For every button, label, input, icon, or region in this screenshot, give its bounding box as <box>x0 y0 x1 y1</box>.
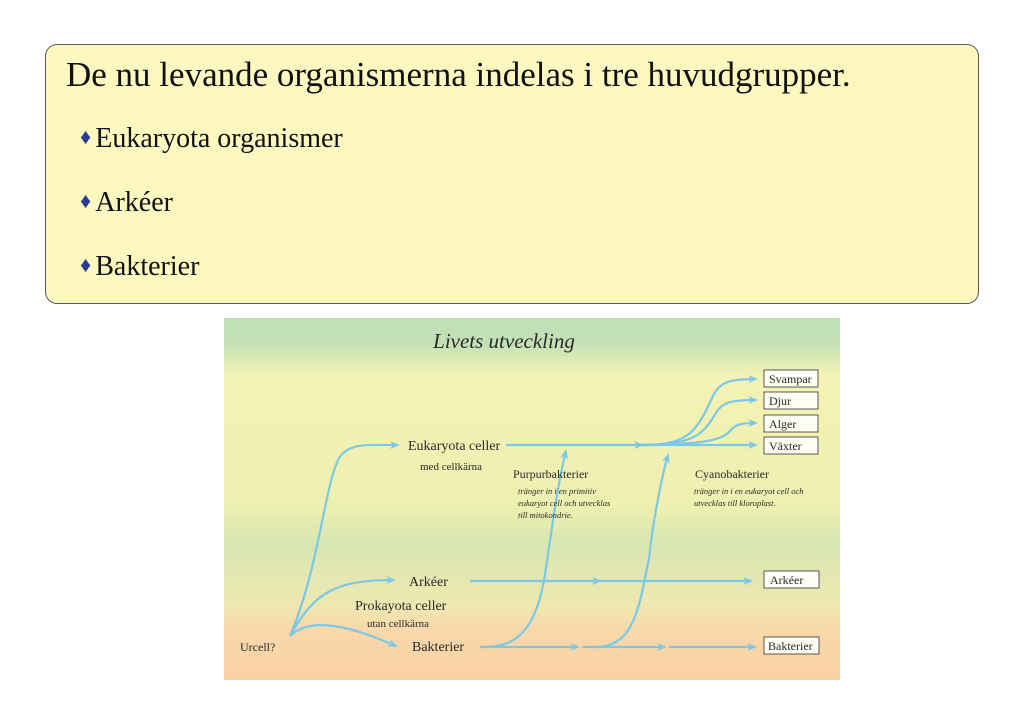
endpoint-vaxter <box>764 437 818 454</box>
diamond-bullet-icon: ♦ <box>80 188 92 213</box>
cyano-note-line: utvecklas till kloroplast. <box>694 498 776 508</box>
bullet-label: Eukaryota organismer <box>95 123 343 154</box>
purpur-note-line: eukaryot cell och utvecklas <box>518 498 611 508</box>
summary-card <box>45 44 979 304</box>
endpoint-label: Växter <box>769 439 802 453</box>
label-bakterier: Bakterier <box>412 640 465 655</box>
bullet-label: Bakterier <box>95 251 200 282</box>
label-arkeer: Arkéer <box>409 575 448 590</box>
diamond-bullet-icon: ♦ <box>80 124 92 149</box>
label-cyanobakterier: Cyanobakterier <box>695 467 769 481</box>
bullet-label: Arkéer <box>95 187 173 218</box>
diamond-bullet-icon: ♦ <box>80 252 92 277</box>
label-eukaryota: Eukaryota celler <box>408 439 501 454</box>
endpoint-label: Djur <box>769 394 791 408</box>
label-urcell: Urcell? <box>240 640 276 654</box>
label-eukaryota-sub: med cellkärna <box>420 461 482 473</box>
endpoint-label: Bakterier <box>768 639 813 653</box>
diagram-title: Livets utveckling <box>433 329 575 353</box>
endpoint-arkeer <box>764 571 819 588</box>
endpoint-alger <box>764 415 818 432</box>
endpoint-label: Svampar <box>769 372 812 386</box>
endpoint-bakterier <box>764 637 819 654</box>
endpoint-label: Alger <box>769 417 797 431</box>
purpur-note-line: till mitokondrie. <box>518 510 573 520</box>
label-purpurbakterier: Purpurbakterier <box>513 467 589 481</box>
card-title: De nu levande organismerna indelas i tre huvudgrupper. <box>66 55 851 94</box>
endpoint-svampar <box>764 370 818 387</box>
label-prokaryota: Prokayota celler <box>355 599 447 614</box>
label-prokaryota-sub: utan cellkärna <box>367 618 429 630</box>
purpur-note-line: tränger in i en primitiv <box>518 486 596 496</box>
cyano-note-line: tränger in i en eukaryot cell och <box>694 486 804 496</box>
bullet-bakterier <box>80 251 199 283</box>
diagram-svg <box>224 318 840 680</box>
bullet-arkeer <box>80 187 173 219</box>
endpoint-djur <box>764 392 818 409</box>
endpoint-label: Arkéer <box>770 573 804 587</box>
evolution-diagram <box>224 318 840 680</box>
bullet-eukaryota <box>80 123 343 155</box>
